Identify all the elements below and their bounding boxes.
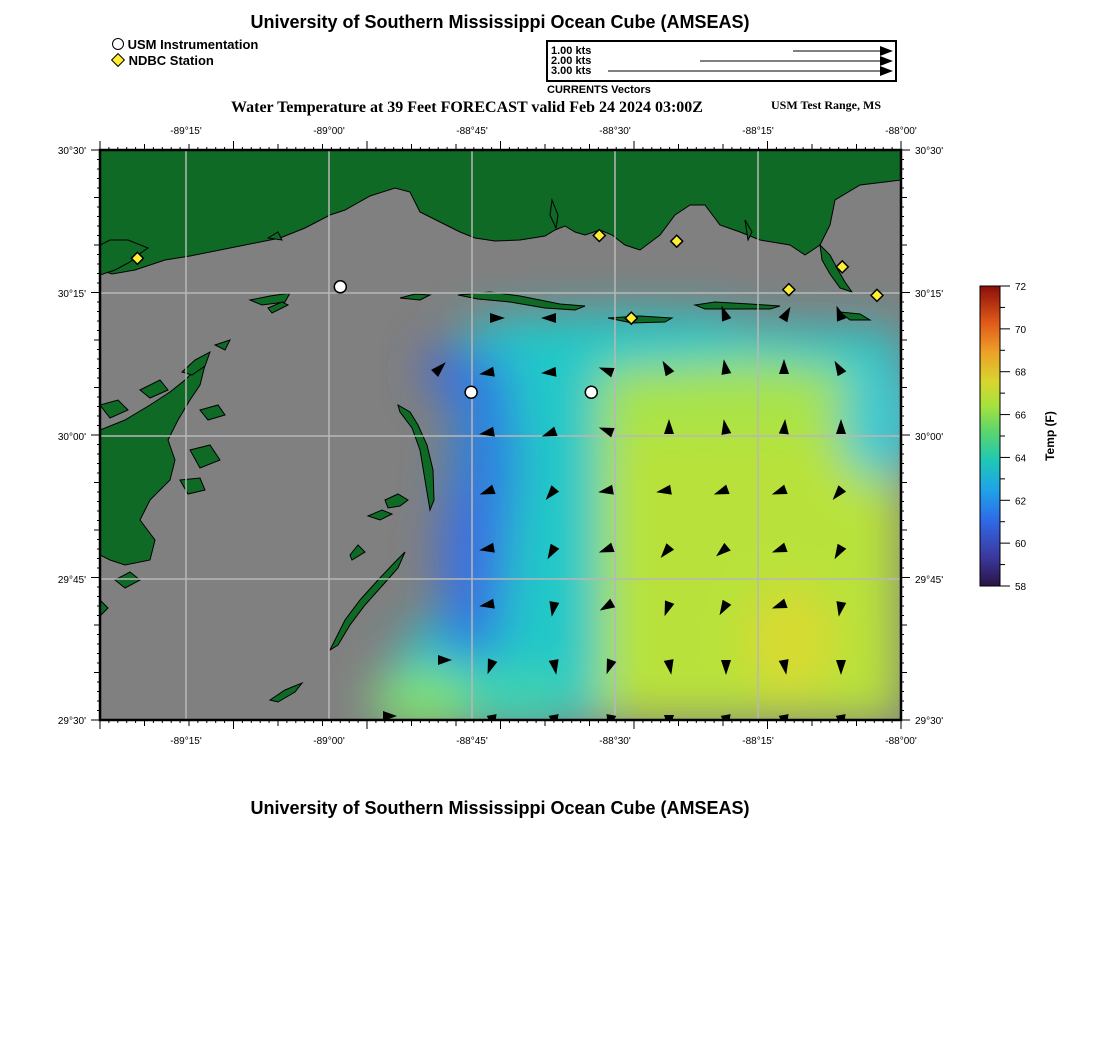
vector-key-caption: CURRENTS Vectors — [547, 84, 651, 96]
current-arrow-icon — [606, 714, 616, 730]
vector-key-label-1: 1.00 kts — [551, 45, 592, 57]
lon-label: -88°45' — [456, 736, 488, 747]
lon-label: -88°15' — [742, 736, 774, 747]
lat-label: 29°30' — [57, 716, 86, 727]
current-arrow-icon — [664, 715, 674, 730]
map-subtitle: Water Temperature at 39 Feet FORECAST valid Feb 24 2024 03:00Z — [231, 99, 703, 116]
colorbar-tick-label: 64 — [1015, 453, 1027, 465]
colorbar-tick-label: 66 — [1015, 410, 1027, 422]
lon-label: -89°15' — [170, 126, 202, 137]
colorbar-tick-label: 62 — [1015, 496, 1027, 508]
current-arrow-icon — [779, 714, 789, 730]
lon-labels-top — [170, 126, 917, 137]
lat-labels-left — [58, 146, 86, 727]
map-area — [100, 150, 920, 730]
current-arrow-icon — [836, 714, 846, 730]
usm-station-marker[interactable] — [465, 386, 477, 398]
vector-key-label-3: 3.00 kts — [551, 65, 592, 77]
lat-label: 30°30' — [57, 146, 86, 157]
lat-labels-right — [915, 146, 943, 727]
lon-label: -88°30' — [599, 736, 631, 747]
lon-label: -89°15' — [170, 736, 202, 747]
lat-label: 30°30' — [915, 146, 944, 157]
legend-ndbc-label: NDBC Station — [128, 53, 214, 68]
colorbar-tick-label: 72 — [1015, 282, 1027, 293]
usm-station-marker[interactable] — [334, 281, 346, 293]
lon-label: -88°00' — [885, 736, 917, 747]
colorbar-tick-label: 60 — [1015, 539, 1027, 551]
lon-label: -88°45' — [456, 126, 488, 137]
lat-label: 30°00' — [57, 432, 86, 443]
lat-label: 30°15' — [57, 289, 86, 300]
colorbar-ticks — [1000, 286, 1010, 586]
colorbar-gradient — [980, 286, 1000, 586]
lat-label: 30°15' — [915, 289, 944, 300]
usm-station-marker[interactable] — [585, 386, 597, 398]
lat-label: 29°45' — [57, 575, 86, 586]
lon-label: -89°00' — [313, 736, 345, 747]
footer-title: University of Southern Mississippi Ocean Cube (AMSEAS) — [250, 798, 750, 818]
legend-usm-label: USM Instrumentation — [127, 37, 259, 52]
colorbar-tick-labels — [1015, 282, 1027, 593]
lon-label: -89°00' — [313, 126, 345, 137]
vector-key-label-2: 2.00 kts — [551, 55, 592, 67]
lon-label: -88°30' — [599, 126, 631, 137]
lat-label: 30°00' — [915, 432, 944, 443]
lat-label: 29°45' — [915, 575, 944, 586]
current-arrow-icon — [721, 714, 731, 730]
colorbar-tick-label: 70 — [1015, 324, 1027, 336]
lat-label: 29°30' — [915, 716, 944, 727]
colorbar — [960, 270, 1080, 600]
colorbar-tick-label: 68 — [1015, 367, 1027, 379]
lon-label: -88°15' — [742, 126, 774, 137]
main-title: University of Southern Mississippi Ocean Cube (AMSEAS) — [250, 12, 750, 32]
colorbar-tick-label: 58 — [1015, 582, 1027, 593]
colorbar-label: Temp (F) — [1043, 411, 1057, 461]
lon-label: -88°00' — [885, 126, 917, 137]
lon-labels-bottom — [170, 736, 917, 747]
region-label: USM Test Range, MS — [771, 98, 882, 112]
